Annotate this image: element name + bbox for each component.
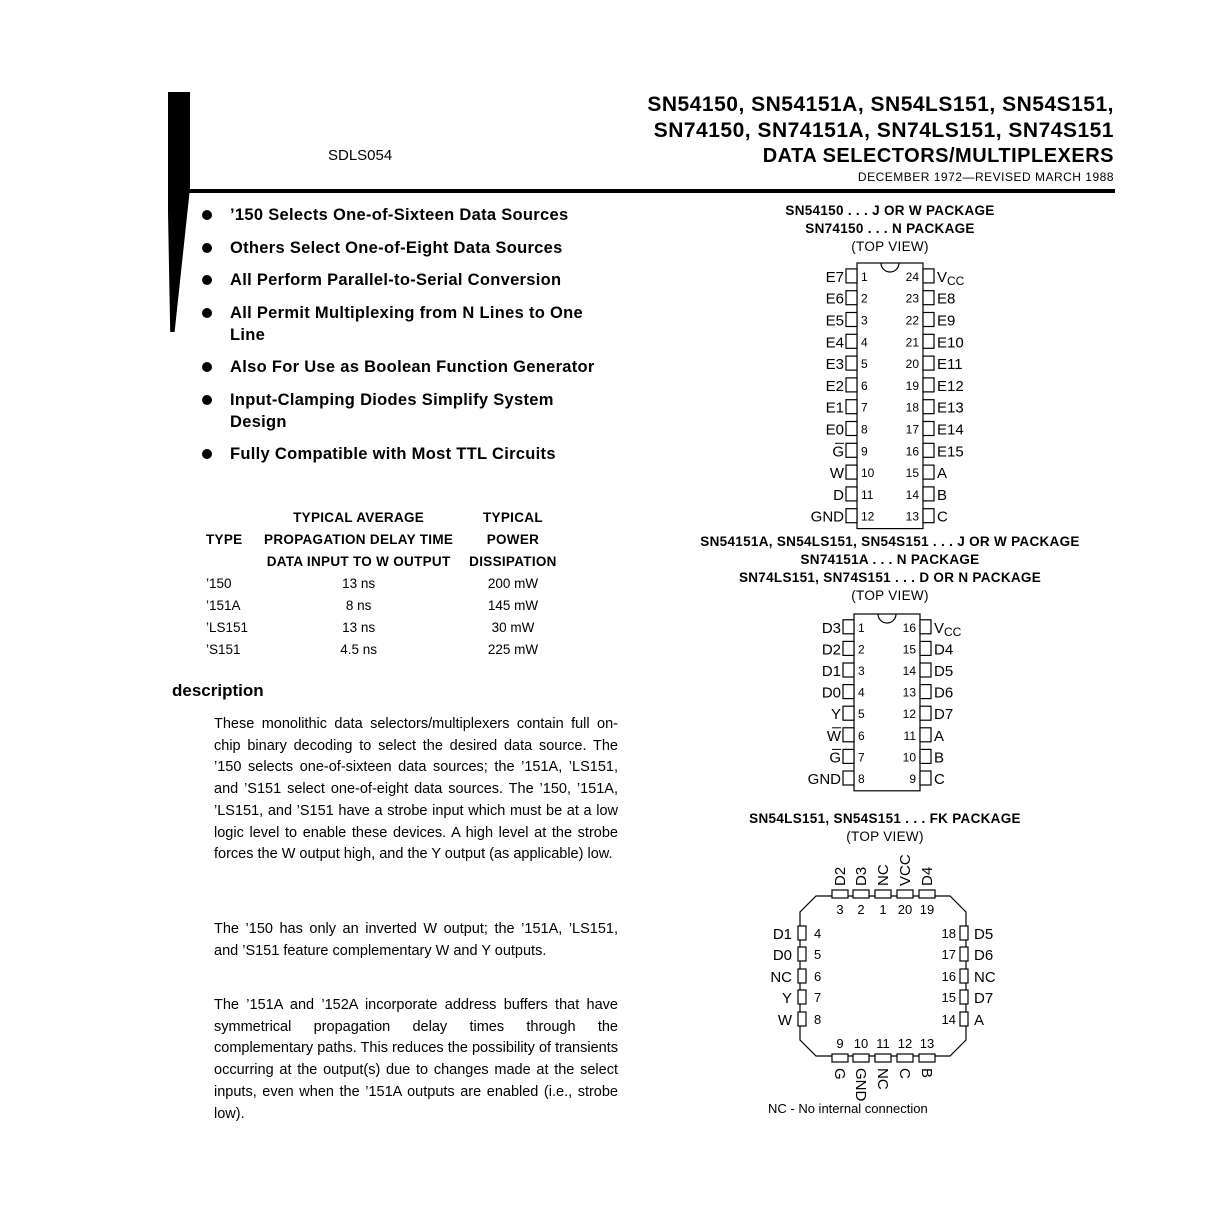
pin-pad bbox=[846, 443, 857, 457]
pin-pad bbox=[846, 400, 857, 414]
pin-pad bbox=[798, 947, 806, 961]
revision-date: DECEMBER 1972—REVISED MARCH 1988 bbox=[857, 170, 1114, 184]
pin-name: D3 bbox=[853, 866, 870, 886]
pin-pad bbox=[920, 620, 931, 634]
pin-pad bbox=[960, 947, 968, 961]
pin-number: 13 bbox=[905, 509, 919, 524]
pin-name: A bbox=[974, 1012, 985, 1029]
pin-pad bbox=[923, 443, 934, 457]
pin-pad bbox=[843, 749, 854, 763]
ic-notch bbox=[878, 614, 896, 623]
pin-name: W bbox=[777, 1012, 792, 1029]
pin-pad bbox=[920, 728, 931, 742]
pin-pad bbox=[960, 969, 968, 983]
pin-pad bbox=[875, 1054, 891, 1062]
pin-pad bbox=[920, 641, 931, 655]
pin-number: 9 bbox=[909, 772, 916, 786]
pin-name: A bbox=[934, 727, 945, 745]
pin-number: 20 bbox=[905, 357, 919, 372]
pin-pad bbox=[846, 465, 857, 479]
pin-pad bbox=[923, 334, 934, 348]
pin-name: D7 bbox=[934, 706, 954, 724]
pin-name: E3 bbox=[825, 356, 844, 374]
pin-name: E14 bbox=[937, 421, 964, 439]
pin-number: 18 bbox=[905, 400, 919, 415]
pin-name: GND bbox=[810, 508, 844, 526]
description-paragraph-1: These monolithic data selectors/multiplexers contain full on-chip binary decoding to select the desired data source. The ’150 selects one-of-sixteen data sources; the ’151A, ’LS151, and ’S151 select one-of-eight data sources. The ’150, ’151A, ’LS151, and ’S151 have a strobe input which must be at a low logic level to enable these devices. A high level at the strobe forces the W output high, and the Y output (as applicable) low. bbox=[214, 716, 618, 863]
pin-pad bbox=[919, 890, 935, 898]
pin-number: 4 bbox=[814, 926, 822, 941]
pin-pad bbox=[846, 422, 857, 436]
pin-number: 8 bbox=[858, 772, 865, 786]
pin-name: D6 bbox=[934, 684, 954, 702]
pin-name: E5 bbox=[825, 312, 844, 330]
pin-name: B bbox=[937, 486, 948, 504]
pin-name: E0 bbox=[825, 421, 844, 439]
pin-pad bbox=[923, 422, 934, 436]
pin-name: E11 bbox=[937, 356, 963, 374]
pin-number: 3 bbox=[861, 313, 868, 328]
feature-item: All Permit Multiplexing from N Lines to One Line bbox=[198, 302, 638, 346]
pin-name: D4 bbox=[919, 866, 936, 886]
pin-name: E15 bbox=[937, 443, 964, 461]
pin-pad bbox=[923, 269, 934, 283]
pin-number: 1 bbox=[858, 620, 865, 635]
package3-title: SN54LS151, SN54S151 . . . FK PACKAGE (TOP VIEW) bbox=[749, 811, 1021, 844]
pin-number: 17 bbox=[941, 947, 956, 962]
pin-name: NC bbox=[974, 969, 996, 986]
description-paragraph-3: The ’151A and ’152A incorporate address buffers that have symmetrical propagation delay times through the complementary paths. This reduces the possibility of transients occurring at the output(s) due to changes made at the select inputs, even when the ’151A outputs are enabled (i.e., strobe low). bbox=[214, 997, 618, 1122]
pin-pad bbox=[853, 890, 869, 898]
pin-pad bbox=[832, 1054, 848, 1062]
pin-number: 5 bbox=[858, 707, 865, 722]
pin-number: 12 bbox=[897, 1036, 913, 1051]
pin-name: D0 bbox=[821, 684, 841, 702]
footnote-nc: NC - No internal connection bbox=[768, 1101, 928, 1116]
pin-number: 20 bbox=[897, 902, 913, 917]
document-code: SDLS054 bbox=[328, 147, 393, 164]
ic-notch bbox=[881, 263, 899, 272]
pin-number: 17 bbox=[905, 422, 919, 437]
pin-name: D5 bbox=[934, 663, 954, 680]
pin-pad bbox=[920, 685, 931, 699]
pin-name: Y bbox=[830, 706, 841, 724]
pin-name: NC bbox=[770, 969, 792, 986]
pin-number: 13 bbox=[919, 1036, 935, 1051]
pin-pad bbox=[897, 1054, 913, 1062]
pin-name: A bbox=[937, 465, 948, 483]
pin-name: E2 bbox=[825, 377, 844, 395]
pin-pad bbox=[798, 969, 806, 983]
pin-name: E6 bbox=[825, 290, 844, 308]
feature-item: Also For Use as Boolean Function Generator bbox=[198, 356, 638, 378]
pin-pad bbox=[920, 749, 931, 763]
pin-number: 13 bbox=[902, 685, 916, 700]
head-delay-2: PROPAGATION DELAY TIME bbox=[264, 532, 454, 547]
pin-pad bbox=[843, 728, 854, 742]
pin-pad bbox=[843, 663, 854, 677]
head-power-1: TYPICAL bbox=[483, 510, 543, 525]
pin-number: 8 bbox=[814, 1012, 822, 1027]
pin-number: 16 bbox=[941, 969, 956, 984]
pin-pad bbox=[920, 771, 931, 785]
pin-number: 12 bbox=[902, 707, 916, 722]
pin-pad bbox=[923, 487, 934, 501]
pin-name: D5 bbox=[974, 926, 994, 943]
feature-item: ’150 Selects One-of-Sixteen Data Sources bbox=[198, 204, 638, 226]
pin-name: D6 bbox=[974, 947, 994, 964]
pin-number: 5 bbox=[814, 947, 822, 962]
pin-pad bbox=[923, 356, 934, 370]
pin-number: 1 bbox=[861, 269, 868, 284]
head-power-2: POWER bbox=[486, 532, 540, 547]
pin-name: C bbox=[934, 771, 945, 788]
pin-name: NC bbox=[874, 1068, 891, 1090]
pin-number: 7 bbox=[858, 750, 865, 765]
pin-number: 11 bbox=[876, 1036, 890, 1051]
pin-number: 10 bbox=[861, 466, 875, 481]
pin-pad bbox=[923, 400, 934, 414]
pin-number: 15 bbox=[902, 642, 916, 657]
pin-pad bbox=[798, 990, 806, 1004]
pin-name: GND bbox=[852, 1068, 869, 1102]
pin-number: 14 bbox=[905, 487, 919, 502]
pin-number: 6 bbox=[858, 728, 865, 743]
pin-number: 9 bbox=[861, 444, 868, 459]
pin-pad bbox=[853, 1054, 869, 1062]
pin-number: 7 bbox=[861, 400, 868, 415]
pin-name: D2 bbox=[821, 641, 841, 659]
head-type: TYPE bbox=[206, 532, 243, 547]
pin-number: 15 bbox=[941, 990, 956, 1005]
table-row: ’150 13 ns 200 mW bbox=[206, 576, 539, 591]
pin-pad bbox=[920, 706, 931, 720]
pin-number: 9 bbox=[836, 1036, 844, 1051]
head-delay-3: DATA INPUT TO W OUTPUT bbox=[266, 554, 451, 569]
pin-pad bbox=[846, 334, 857, 348]
pin-name: B bbox=[918, 1068, 935, 1079]
pin-number: 5 bbox=[861, 357, 868, 372]
package1-title: SN54150 . . . J OR W PACKAGE SN74150 . . . N PACKAGE (TOP VIEW) bbox=[785, 203, 995, 254]
pin-number: 11 bbox=[861, 487, 874, 502]
description-heading: description bbox=[172, 681, 264, 700]
pin-number: 16 bbox=[902, 620, 916, 635]
pin-number: 6 bbox=[861, 378, 868, 393]
pin-name: $V_{CC}$ bbox=[934, 619, 962, 639]
pin-pad bbox=[897, 890, 913, 898]
pin-number: 2 bbox=[857, 902, 865, 917]
pin-pad bbox=[875, 890, 891, 898]
pin-number: 19 bbox=[919, 902, 935, 917]
title-line-3: DATA SELECTORS/MULTIPLEXERS bbox=[762, 145, 1114, 167]
pin-number: 14 bbox=[941, 1012, 956, 1027]
head-delay-1: TYPICAL AVERAGE bbox=[293, 510, 425, 525]
pin-name: Y bbox=[781, 990, 792, 1007]
pin-number: 21 bbox=[905, 335, 919, 350]
pin-pad bbox=[843, 685, 854, 699]
pin-name: E8 bbox=[937, 290, 956, 308]
pin-name: VCC bbox=[897, 854, 914, 886]
pin-pad bbox=[923, 313, 934, 327]
pin-number: 10 bbox=[853, 1036, 869, 1051]
pin-number: 7 bbox=[814, 990, 822, 1005]
pin-name: D1 bbox=[772, 926, 792, 943]
pin-number: 14 bbox=[902, 664, 916, 678]
pin-number: 3 bbox=[836, 902, 844, 917]
pin-name: E7 bbox=[825, 268, 844, 286]
pin-number: 4 bbox=[861, 335, 868, 350]
pin-pad bbox=[919, 1054, 935, 1062]
pin-number: 6 bbox=[814, 969, 822, 984]
pin-name: E9 bbox=[937, 312, 956, 330]
pin-name: W bbox=[826, 727, 841, 745]
pin-pad bbox=[846, 487, 857, 501]
pin-pad bbox=[846, 378, 857, 392]
pin-number: 4 bbox=[858, 685, 865, 700]
pin-name: D7 bbox=[974, 990, 994, 1007]
pin-pad bbox=[798, 1012, 806, 1026]
pin-number: 10 bbox=[902, 750, 916, 765]
pin-pad bbox=[846, 291, 857, 305]
pin-number: 23 bbox=[905, 291, 919, 306]
description-paragraph-2: The ’150 has only an inverted W output; the ’151A, ’LS151, and ’S151 feature complementary W and Y outputs. bbox=[214, 921, 618, 959]
pin-pad bbox=[843, 641, 854, 655]
table-row: ’151A 8 ns 145 mW bbox=[206, 598, 539, 613]
pin-pad bbox=[960, 990, 968, 1004]
pin-number: 2 bbox=[858, 642, 865, 657]
pin-pad bbox=[923, 291, 934, 305]
pin-name: D3 bbox=[821, 619, 841, 637]
pin-number: 2 bbox=[861, 291, 868, 306]
pin-name: E1 bbox=[825, 399, 844, 417]
pin-number: 18 bbox=[941, 926, 956, 941]
pin-name: NC bbox=[875, 864, 892, 886]
pin-name: E13 bbox=[937, 399, 964, 417]
feature-item: Fully Compatible with Most TTL Circuits bbox=[198, 443, 638, 465]
pin-number: 11 bbox=[903, 728, 916, 743]
pin-number: 12 bbox=[861, 509, 875, 524]
head-power-3: DISSIPATION bbox=[469, 554, 557, 569]
pin-name: GND bbox=[807, 771, 841, 788]
pin-name: G bbox=[832, 443, 844, 461]
pin-pad bbox=[843, 706, 854, 720]
pin-name: D4 bbox=[934, 641, 954, 659]
pin-pad bbox=[832, 890, 848, 898]
pin-pad bbox=[960, 926, 968, 940]
pin-pad bbox=[960, 1012, 968, 1026]
pin-name: E12 bbox=[937, 377, 964, 395]
pin-pad bbox=[846, 509, 857, 523]
pin-pad bbox=[846, 313, 857, 327]
pin-pad bbox=[923, 378, 934, 392]
pin-number: 16 bbox=[905, 444, 919, 459]
pin-name: E10 bbox=[937, 334, 964, 352]
feature-item: Input-Clamping Diodes Simplify System Design bbox=[198, 389, 638, 433]
pin-number: 19 bbox=[905, 378, 919, 393]
pin-pad bbox=[843, 771, 854, 785]
pin-name: D bbox=[833, 486, 844, 504]
feature-item: All Perform Parallel-to-Serial Conversion bbox=[198, 269, 638, 291]
pin-pad bbox=[923, 465, 934, 479]
table-row: ’LS151 13 ns 30 mW bbox=[206, 620, 535, 635]
pin-pad bbox=[846, 269, 857, 283]
pin-name: B bbox=[934, 749, 945, 767]
pin-name: $V_{CC}$ bbox=[937, 268, 965, 288]
package2-title: SN54151A, SN54LS151, SN54S151 . . . J OR W PACKAGE SN74151A . . . N PACKAGE SN74LS151, SN74S151 . . . D OR N PACKAGE (TOP VIEW) bbox=[700, 534, 1080, 603]
pin-name: C bbox=[896, 1068, 913, 1079]
feature-item: Others Select One-of-Eight Data Sources bbox=[198, 237, 638, 259]
pin-pad bbox=[846, 356, 857, 370]
pin-name: C bbox=[937, 508, 948, 526]
pin-name: D1 bbox=[821, 663, 841, 680]
pin-name: D2 bbox=[832, 866, 849, 886]
pin-pad bbox=[798, 926, 806, 940]
title-line-1: SN54150, SN54151A, SN54LS151, SN54S151, bbox=[647, 93, 1114, 116]
pin-pad bbox=[843, 620, 854, 634]
pin-number: 15 bbox=[905, 466, 919, 481]
pin-number: 1 bbox=[879, 902, 887, 917]
table-row: ’S151 4.5 ns 225 mW bbox=[206, 642, 539, 657]
pin-pad bbox=[920, 663, 931, 677]
pin-name: D0 bbox=[772, 947, 792, 964]
pin-number: 8 bbox=[861, 422, 868, 437]
title-line-2: SN74150, SN74151A, SN74LS151, SN74S151 bbox=[653, 119, 1114, 142]
pin-name: G bbox=[831, 1068, 848, 1080]
pin-number: 22 bbox=[905, 313, 919, 328]
pin-number: 3 bbox=[858, 664, 865, 678]
pin-name: G bbox=[829, 749, 841, 767]
pin-name: W bbox=[829, 465, 844, 483]
pin-pad bbox=[923, 509, 934, 523]
pin-name: E4 bbox=[825, 334, 844, 352]
pin-number: 24 bbox=[905, 269, 919, 284]
